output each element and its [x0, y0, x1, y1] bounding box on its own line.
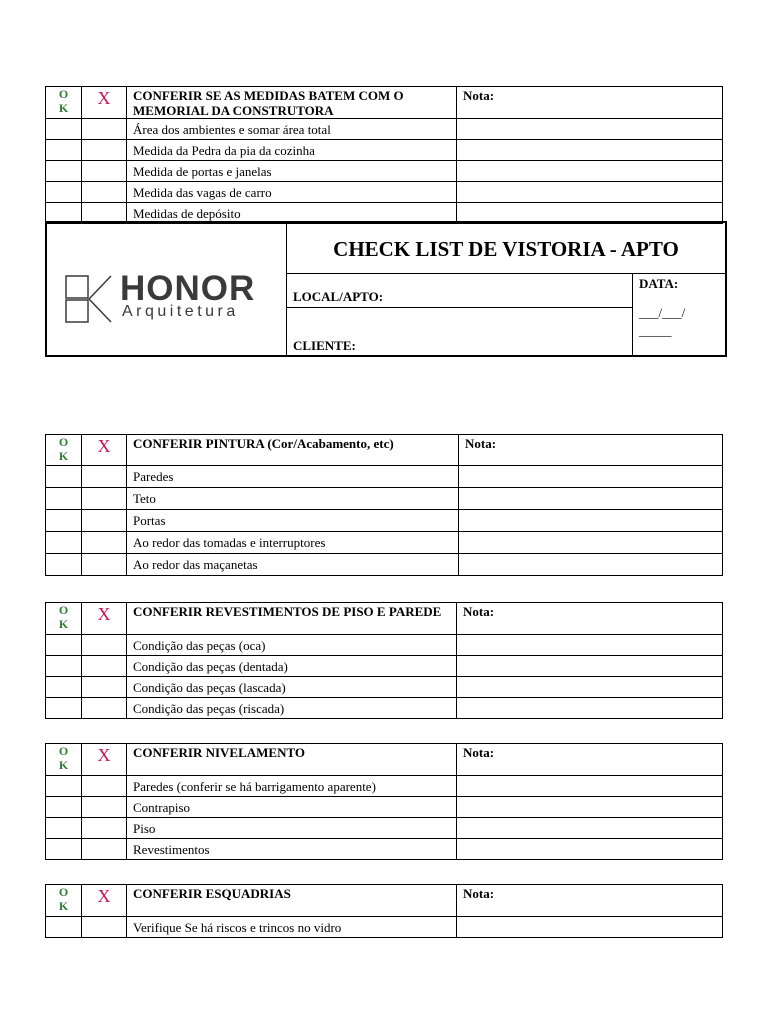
- item-label: Área dos ambientes e somar área total: [127, 119, 457, 140]
- x-checkbox[interactable]: [82, 635, 127, 656]
- ok-checkbox[interactable]: [46, 917, 82, 938]
- checklist-row: [46, 119, 723, 140]
- checklist-row: [46, 776, 723, 797]
- checklist-section-medidas: [45, 86, 723, 224]
- honor-k-icon: [65, 275, 115, 325]
- x-checkbox[interactable]: [82, 839, 127, 860]
- nota-field[interactable]: [457, 182, 723, 203]
- ok-column-header: O K: [46, 603, 82, 635]
- checklist-row: [46, 797, 723, 818]
- checklist-row: [46, 510, 723, 532]
- x-checkbox[interactable]: [82, 532, 127, 554]
- local-field[interactable]: [287, 274, 633, 308]
- item-label: Portas: [127, 510, 459, 532]
- ok-column-header: O K: [46, 435, 82, 466]
- data-label: DATA:: [639, 276, 679, 291]
- x-checkbox[interactable]: [82, 119, 127, 140]
- ok-checkbox[interactable]: [46, 635, 82, 656]
- nota-header: Nota:: [457, 885, 723, 917]
- item-label: Contrapiso: [127, 797, 457, 818]
- ok-checkbox[interactable]: [46, 161, 82, 182]
- item-label: Condição das peças (lascada): [127, 677, 457, 698]
- logo-brand: HONOR: [120, 269, 256, 308]
- ok-column-header: O K: [46, 885, 82, 917]
- nota-header: Nota:: [457, 744, 723, 776]
- nota-field[interactable]: [457, 140, 723, 161]
- nota-field[interactable]: [457, 839, 723, 860]
- x-checkbox[interactable]: [82, 554, 127, 576]
- item-label: Paredes (conferir se há barrigamento aparente): [127, 776, 457, 797]
- checklist-row: [46, 656, 723, 677]
- ok-checkbox[interactable]: [46, 554, 82, 576]
- ok-checkbox[interactable]: [46, 818, 82, 839]
- checklist-row: [46, 917, 723, 938]
- ok-checkbox[interactable]: [46, 119, 82, 140]
- nota-field[interactable]: [457, 818, 723, 839]
- checklist-section-revestimentos: [45, 602, 723, 719]
- checklist-row: [46, 161, 723, 182]
- section-title: CONFERIR NIVELAMENTO: [127, 744, 457, 776]
- x-checkbox[interactable]: [82, 510, 127, 532]
- x-checkbox[interactable]: [82, 917, 127, 938]
- x-checkbox[interactable]: [82, 698, 127, 719]
- ok-checkbox[interactable]: [46, 677, 82, 698]
- checklist-row: [46, 532, 723, 554]
- ok-column-header: O K: [46, 744, 82, 776]
- x-checkbox[interactable]: [82, 677, 127, 698]
- cliente-field[interactable]: [287, 308, 633, 355]
- x-checkbox[interactable]: [82, 776, 127, 797]
- item-label: Paredes: [127, 466, 459, 488]
- data-field[interactable]: [633, 274, 725, 355]
- ok-checkbox[interactable]: [46, 698, 82, 719]
- nota-field[interactable]: [459, 554, 723, 576]
- x-column-header: X: [82, 885, 127, 917]
- checklist-row: [46, 554, 723, 576]
- checklist-row: [46, 818, 723, 839]
- x-checkbox[interactable]: [82, 818, 127, 839]
- x-column-header: X: [82, 603, 127, 635]
- item-label: Piso: [127, 818, 457, 839]
- x-column-header: X: [82, 87, 127, 119]
- item-label: Condição das peças (riscada): [127, 698, 457, 719]
- nota-field[interactable]: [457, 776, 723, 797]
- nota-field[interactable]: [457, 677, 723, 698]
- nota-header: Nota:: [459, 435, 723, 466]
- section-title: CONFERIR PINTURA (Cor/Acabamento, etc): [127, 435, 459, 466]
- item-label: Medida de portas e janelas: [127, 161, 457, 182]
- checklist-section-nivelamento: [45, 743, 723, 860]
- ok-checkbox[interactable]: [46, 488, 82, 510]
- checklist-row: [46, 698, 723, 719]
- checklist-row: [46, 677, 723, 698]
- section-title: CONFERIR REVESTIMENTOS DE PISO E PAREDE: [127, 603, 457, 635]
- checklist-row: [46, 140, 723, 161]
- nota-field[interactable]: [457, 797, 723, 818]
- checklist-section-pintura: [45, 434, 723, 576]
- x-checkbox[interactable]: [82, 140, 127, 161]
- nota-field[interactable]: [457, 161, 723, 182]
- ok-checkbox[interactable]: [46, 532, 82, 554]
- item-label: Medida da Pedra da pia da cozinha: [127, 140, 457, 161]
- item-label: Medida das vagas de carro: [127, 182, 457, 203]
- nota-field[interactable]: [459, 532, 723, 554]
- nota-field[interactable]: [457, 917, 723, 938]
- x-column-header: X: [82, 435, 127, 466]
- page-title: CHECK LIST DE VISTORIA - APTO: [287, 223, 725, 274]
- x-checkbox[interactable]: [82, 161, 127, 182]
- data-blank: ___/___/ _____: [639, 305, 686, 338]
- item-label: Ao redor das tomadas e interruptores: [127, 532, 459, 554]
- ok-checkbox[interactable]: [46, 466, 82, 488]
- x-checkbox[interactable]: [82, 656, 127, 677]
- local-label: LOCAL/APTO:: [293, 289, 384, 304]
- item-label: Condição das peças (oca): [127, 635, 457, 656]
- honor-logo: [65, 269, 265, 325]
- cliente-label: CLIENTE:: [293, 338, 356, 353]
- nota-header: Nota:: [457, 603, 723, 635]
- item-label: Medidas de depósito: [127, 203, 457, 224]
- x-checkbox[interactable]: [82, 488, 127, 510]
- x-checkbox[interactable]: [82, 466, 127, 488]
- x-checkbox[interactable]: [82, 797, 127, 818]
- nota-field[interactable]: [459, 488, 723, 510]
- checklist-row: [46, 182, 723, 203]
- ok-checkbox[interactable]: [46, 797, 82, 818]
- ok-checkbox[interactable]: [46, 776, 82, 797]
- ok-checkbox[interactable]: [46, 839, 82, 860]
- nota-header: Nota:: [457, 87, 723, 119]
- ok-checkbox[interactable]: [46, 140, 82, 161]
- checklist-row: [46, 635, 723, 656]
- nota-field[interactable]: [457, 635, 723, 656]
- form-header: [45, 221, 727, 357]
- item-label: Condição das peças (dentada): [127, 656, 457, 677]
- item-label: Ao redor das maçanetas: [127, 554, 459, 576]
- checklist-row: [46, 466, 723, 488]
- ok-column-header: O K: [46, 87, 82, 119]
- item-label: Teto: [127, 488, 459, 510]
- checklist-row: [46, 839, 723, 860]
- x-checkbox[interactable]: [82, 182, 127, 203]
- ok-checkbox[interactable]: [46, 182, 82, 203]
- checklist-row: [46, 488, 723, 510]
- ok-checkbox[interactable]: [46, 656, 82, 677]
- item-label: Verifique Se há riscos e trincos no vidro: [127, 917, 457, 938]
- nota-field[interactable]: [457, 698, 723, 719]
- section-title: CONFERIR SE AS MEDIDAS BATEM COM O MEMORIAL DA CONSTRUTORA: [127, 87, 457, 119]
- nota-field[interactable]: [459, 466, 723, 488]
- x-column-header: X: [82, 744, 127, 776]
- nota-field[interactable]: [457, 119, 723, 140]
- section-title: CONFERIR ESQUADRIAS: [127, 885, 457, 917]
- logo-cell: [47, 223, 287, 355]
- nota-field[interactable]: [459, 510, 723, 532]
- checklist-section-esquadrias: [45, 884, 723, 938]
- ok-checkbox[interactable]: [46, 510, 82, 532]
- logo-subtitle: Arquitetura: [122, 303, 239, 320]
- item-label: Revestimentos: [127, 839, 457, 860]
- nota-field[interactable]: [457, 656, 723, 677]
